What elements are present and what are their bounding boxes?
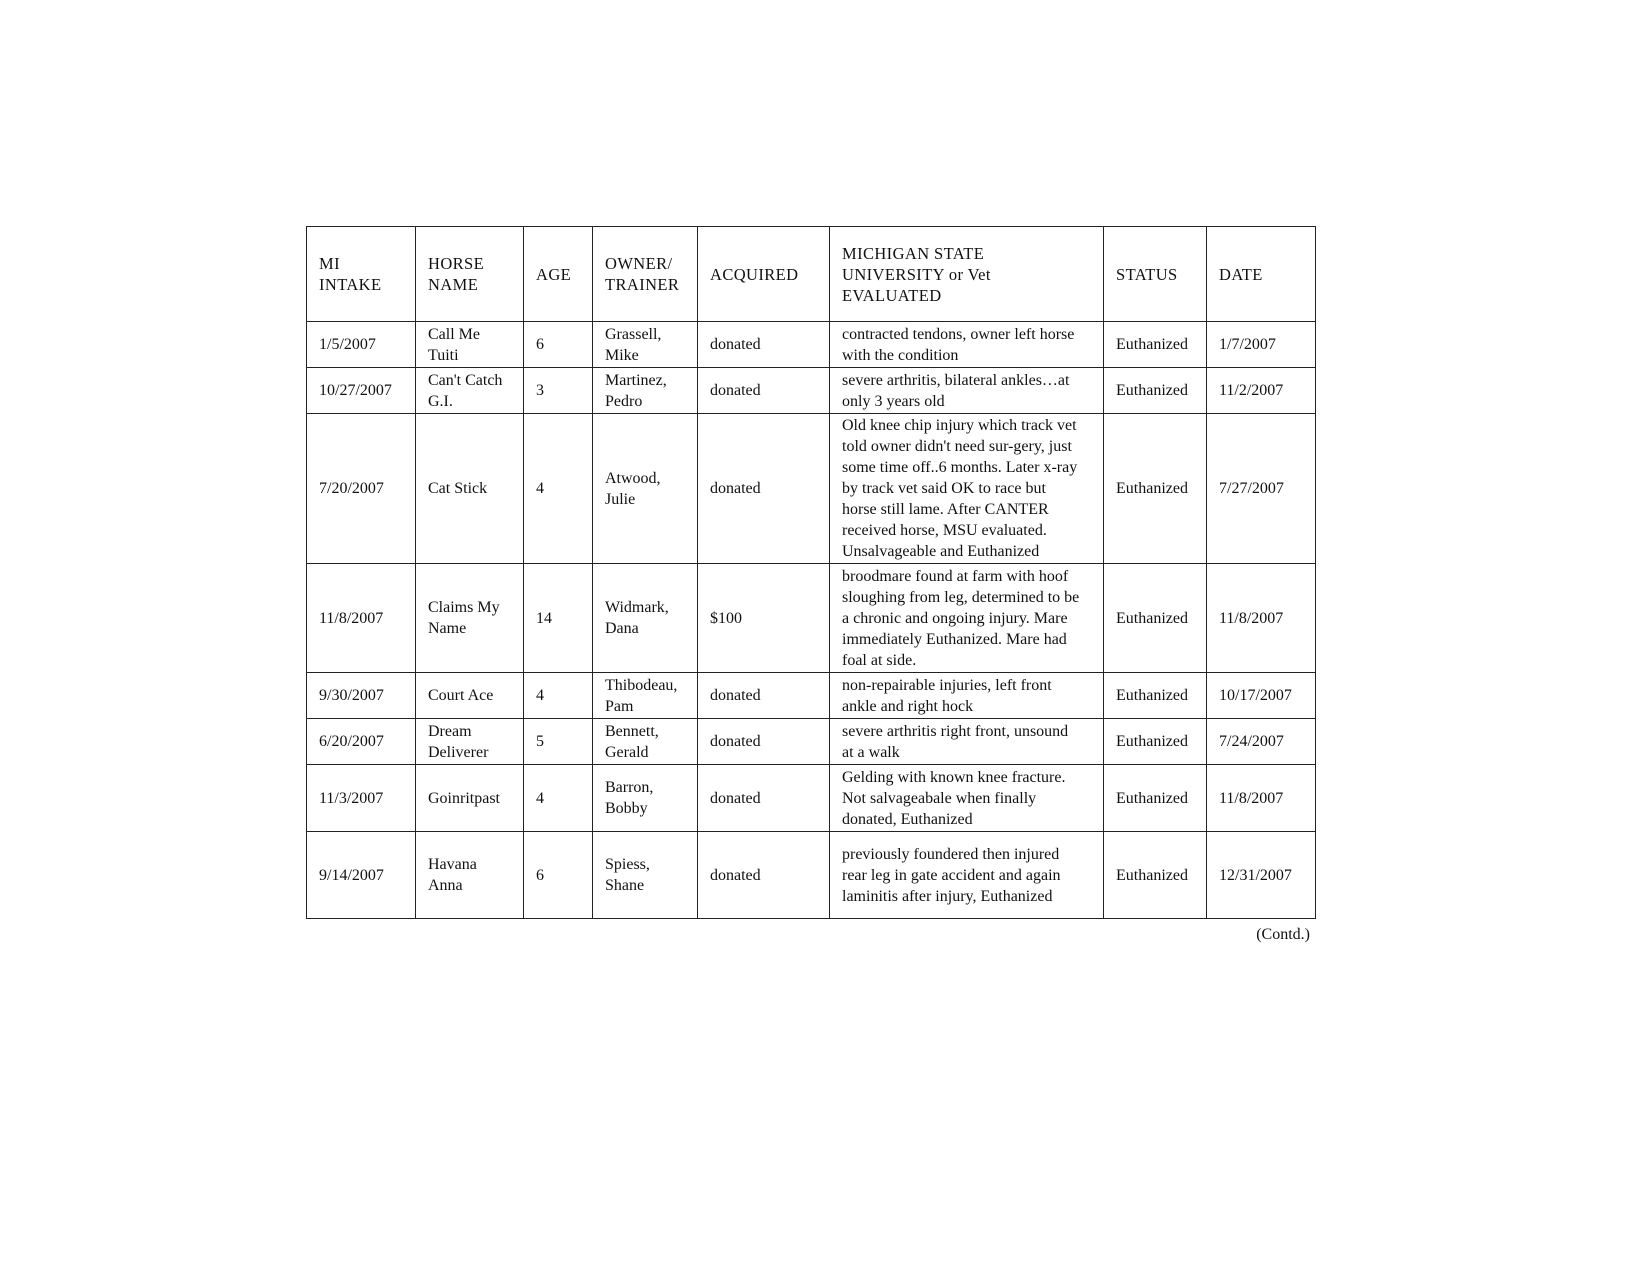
cell-age: 6 [524, 322, 593, 368]
header-age: AGE [524, 227, 593, 322]
cell-acquired: donated [698, 765, 830, 832]
header-status: STATUS [1104, 227, 1207, 322]
header-date: DATE [1207, 227, 1316, 322]
cell-date: 7/24/2007 [1207, 719, 1316, 765]
cell-intake: 9/30/2007 [307, 673, 416, 719]
cell-status: Euthanized [1104, 765, 1207, 832]
header-acquired: ACQUIRED [698, 227, 830, 322]
header-owner-trainer: OWNER/ TRAINER [593, 227, 698, 322]
table-row [307, 673, 1316, 719]
cell-status: Euthanized [1104, 719, 1207, 765]
header-mi-intake: MI INTAKE [307, 227, 416, 322]
cell-horse-name: Can't Catch G.I. [416, 368, 524, 414]
table-row [307, 765, 1316, 832]
cell-intake: 6/20/2007 [307, 719, 416, 765]
cell-horse-name: Call Me Tuiti [416, 322, 524, 368]
cell-age: 5 [524, 719, 593, 765]
cell-owner: Spiess, Shane [593, 832, 698, 919]
cell-age: 4 [524, 765, 593, 832]
cell-evaluated: Old knee chip injury which track vet told owner didn't need sur-gery, just some time off..6 months. Later x-ray by track vet said OK to race but horse still lame. After CANTER received horse, MSU evaluated. Unsalvageable and Euthanized [830, 414, 1104, 564]
cell-horse-name: Havana Anna [416, 832, 524, 919]
cell-age: 4 [524, 673, 593, 719]
cell-intake: 10/27/2007 [307, 368, 416, 414]
cell-owner: Atwood, Julie [593, 414, 698, 564]
cell-evaluated: previously foundered then injured rear leg in gate accident and again laminitis after injury, Euthanized [830, 832, 1104, 919]
cell-date: 12/31/2007 [1207, 832, 1316, 919]
header-horse-name: HORSE NAME [416, 227, 524, 322]
cell-acquired: donated [698, 322, 830, 368]
cell-age: 6 [524, 832, 593, 919]
cell-horse-name: Goinritpast [416, 765, 524, 832]
cell-age: 4 [524, 414, 593, 564]
cell-acquired: donated [698, 719, 830, 765]
cell-intake: 9/14/2007 [307, 832, 416, 919]
cell-evaluated: Gelding with known knee fracture. Not salvageabale when finally donated, Euthanized [830, 765, 1104, 832]
cell-acquired: donated [698, 832, 830, 919]
cell-status: Euthanized [1104, 673, 1207, 719]
cell-intake: 1/5/2007 [307, 322, 416, 368]
cell-evaluated: broodmare found at farm with hoof sloughing from leg, determined to be a chronic and ongoing injury. Mare immediately Euthanized. Mare had foal at side. [830, 564, 1104, 673]
cell-intake: 11/8/2007 [307, 564, 416, 673]
cell-date: 11/8/2007 [1207, 765, 1316, 832]
table-row [307, 414, 1316, 564]
cell-acquired: donated [698, 673, 830, 719]
cell-owner: Thibodeau, Pam [593, 673, 698, 719]
cell-horse-name: Claims My Name [416, 564, 524, 673]
cell-horse-name: Cat Stick [416, 414, 524, 564]
cell-status: Euthanized [1104, 414, 1207, 564]
cell-age: 3 [524, 368, 593, 414]
cell-acquired: donated [698, 414, 830, 564]
cell-horse-name: Dream Deliverer [416, 719, 524, 765]
horse-intake-table [306, 226, 1316, 919]
cell-owner: Bennett, Gerald [593, 719, 698, 765]
cell-intake: 7/20/2007 [307, 414, 416, 564]
table-header-row [307, 227, 1316, 322]
cell-acquired: donated [698, 368, 830, 414]
continued-label: (Contd.) [1256, 926, 1310, 943]
cell-acquired: $100 [698, 564, 830, 673]
cell-horse-name: Court Ace [416, 673, 524, 719]
table-row [307, 322, 1316, 368]
cell-date: 11/8/2007 [1207, 564, 1316, 673]
header-evaluated: MICHIGAN STATE UNIVERSITY or Vet EVALUATED [830, 227, 1104, 322]
cell-owner: Widmark, Dana [593, 564, 698, 673]
cell-status: Euthanized [1104, 368, 1207, 414]
cell-evaluated: contracted tendons, owner left horse with the condition [830, 322, 1104, 368]
cell-evaluated: non-repairable injuries, left front ankle and right hock [830, 673, 1104, 719]
table-row [307, 368, 1316, 414]
cell-status: Euthanized [1104, 322, 1207, 368]
cell-date: 11/2/2007 [1207, 368, 1316, 414]
table-row [307, 832, 1316, 919]
cell-age: 14 [524, 564, 593, 673]
cell-intake: 11/3/2007 [307, 765, 416, 832]
cell-evaluated: severe arthritis right front, unsound at a walk [830, 719, 1104, 765]
cell-owner: Martinez, Pedro [593, 368, 698, 414]
cell-status: Euthanized [1104, 832, 1207, 919]
cell-date: 7/27/2007 [1207, 414, 1316, 564]
cell-owner: Grassell, Mike [593, 322, 698, 368]
cell-date: 10/17/2007 [1207, 673, 1316, 719]
cell-status: Euthanized [1104, 564, 1207, 673]
table-row [307, 719, 1316, 765]
cell-owner: Barron, Bobby [593, 765, 698, 832]
cell-date: 1/7/2007 [1207, 322, 1316, 368]
cell-evaluated: severe arthritis, bilateral ankles…at only 3 years old [830, 368, 1104, 414]
table-row [307, 564, 1316, 673]
